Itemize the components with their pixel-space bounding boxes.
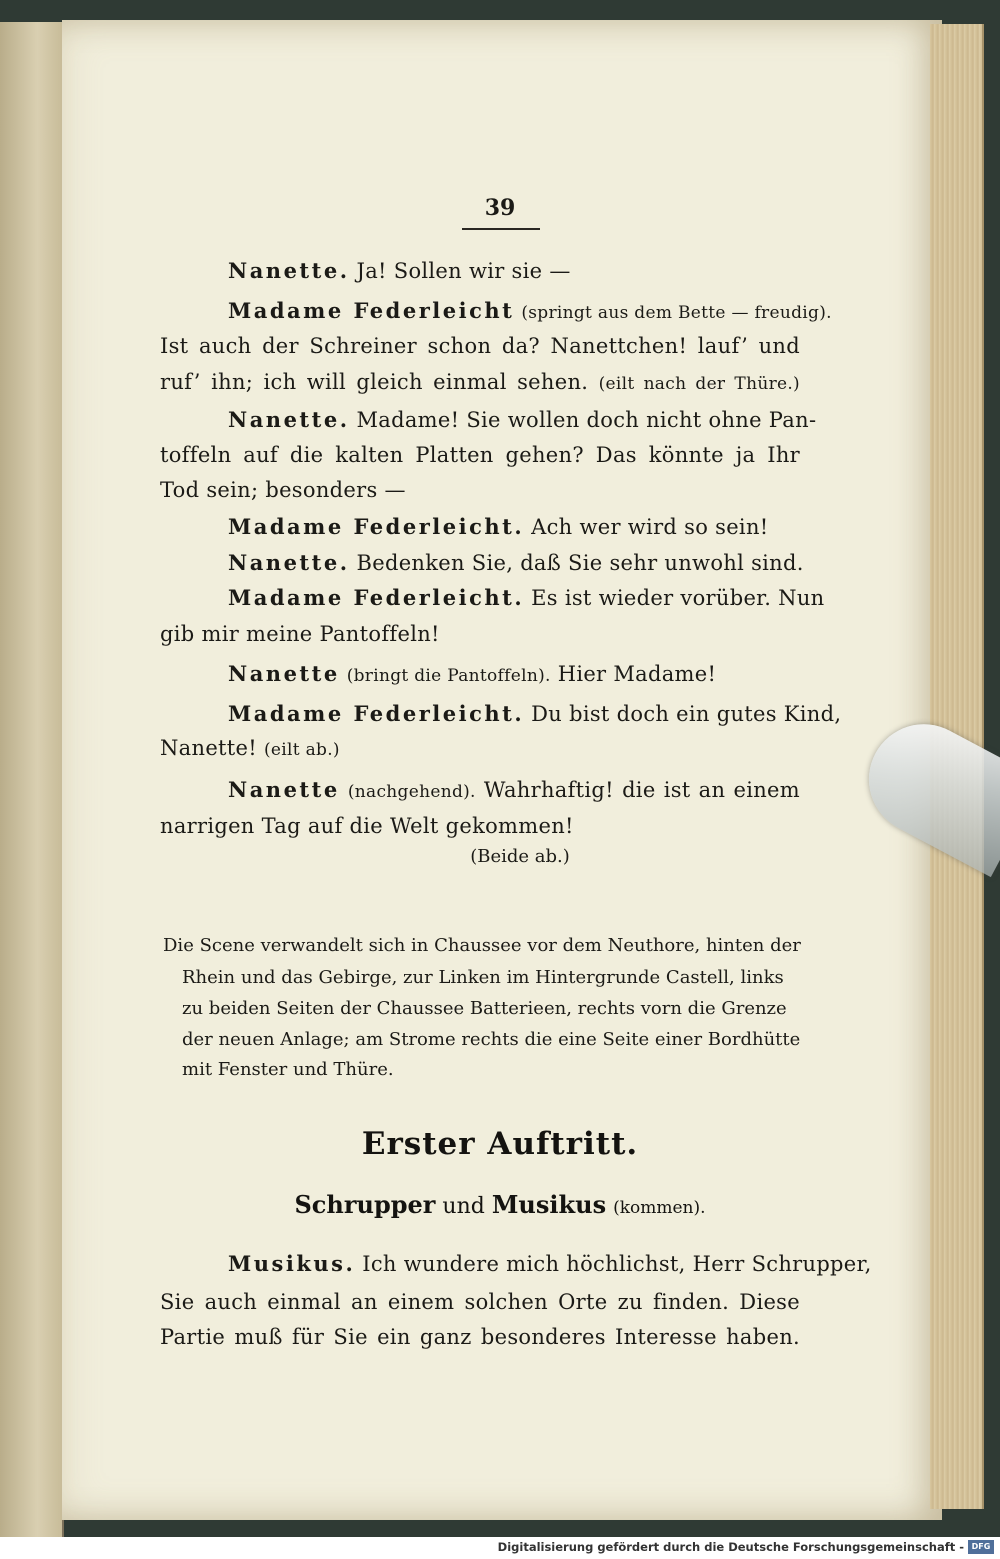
footer-credit: Digitalisierung gefördert durch die Deutsche Forschungsgemeinschaft - — [497, 1540, 964, 1554]
text-line — [160, 734, 800, 764]
text-line — [228, 660, 800, 690]
speaker-name: Nanette — [228, 777, 340, 802]
footer-bar — [0, 1537, 1000, 1559]
speaker-name: Nanette. — [228, 407, 350, 432]
left-page-edge — [0, 22, 64, 1537]
line-text: Ja! Sollen wir sie — — [356, 259, 571, 283]
text-line — [160, 812, 800, 840]
line-text: Ich wundere mich höchlichst, Herr Schrupper, — [362, 1252, 872, 1276]
stage-direction: (nachgehend). — [347, 782, 476, 802]
character-join: und — [442, 1194, 485, 1219]
text-line — [228, 297, 832, 327]
stage-direction: (springt aus dem Bette — freudig). — [521, 303, 832, 323]
line-text: Tod sein; besonders — — [160, 478, 406, 502]
character-heading — [260, 1190, 740, 1219]
text-line — [228, 700, 842, 728]
text-line — [160, 1323, 800, 1351]
line-text: Hier Madame! — [557, 662, 717, 686]
speaker-name: Madame Federleicht. — [228, 585, 525, 610]
text-line — [228, 1250, 872, 1278]
line-text: Madame! Sie wollen doch nicht ohne Pan- — [356, 408, 817, 432]
line-text: Ist auch der Schreiner schon da? Nanettchen! lauf’ und — [160, 334, 800, 358]
line-text: Wahrhaftig! die ist an einem — [483, 778, 800, 802]
text-line — [160, 441, 800, 469]
speaker-name: Nanette. — [228, 258, 350, 283]
line-text: Sie auch einmal an einem solchen Orte zu finden. Diese — [160, 1290, 800, 1314]
speaker-name: Madame Federleicht. — [228, 514, 525, 539]
exit-direction: (Beide ab.) — [470, 846, 570, 867]
text-line — [160, 1288, 800, 1316]
stage-direction: (eilt ab.) — [263, 740, 340, 760]
speaker-name: Nanette. — [228, 550, 350, 575]
line-text: Partie muß für Sie ein ganz besonderes Interesse haben. — [160, 1325, 800, 1349]
scene-description-line: Rhein und das Gebirge, zur Linken im Hintergrunde Castell, links — [182, 967, 784, 988]
line-text: ruf’ ihn; ich will gleich einmal sehen. — [160, 370, 589, 394]
speaker-name: Madame Federleicht. — [228, 701, 525, 726]
text-line — [228, 584, 825, 612]
line-text: Du bist doch ein gutes Kind, — [531, 702, 842, 726]
scene-description-line: zu beiden Seiten der Chaussee Batterieen, rechts vorn die Grenze — [182, 998, 787, 1019]
scene-title: Erster Auftritt. — [361, 1126, 639, 1162]
text-line — [228, 406, 817, 434]
text-line — [228, 257, 800, 285]
text-line — [228, 776, 800, 806]
line-text: gib mir meine Pantoffeln! — [160, 622, 440, 646]
text-line — [228, 513, 800, 541]
dfg-logo: DFG — [968, 1540, 994, 1554]
scene-description-line: der neuen Anlage; am Strome rechts die eine Seite einer Bordhütte — [182, 1029, 801, 1050]
text-line — [228, 549, 804, 577]
line-text: Nanette! — [160, 736, 257, 760]
text-line — [160, 368, 800, 398]
line-text: toffeln auf die kalten Platten gehen? Das könnte ja Ihr — [160, 443, 800, 467]
speaker-name: Madame Federleicht — [228, 298, 515, 323]
text-line — [160, 476, 800, 504]
speaker-name: Musikus. — [228, 1251, 356, 1276]
line-text: Ach wer wird so sein! — [531, 515, 769, 539]
text-line — [160, 620, 800, 648]
page-number: 39 — [484, 195, 516, 221]
page-number-rule — [462, 228, 540, 230]
character-name-1: Schrupper — [294, 1190, 436, 1219]
stage-direction: (eilt nach der Thüre.) — [598, 374, 800, 394]
line-text: Bedenken Sie, daß Sie sehr unwohl sind. — [356, 551, 804, 575]
line-text: narrigen Tag auf die Welt gekommen! — [160, 814, 574, 838]
scene-description-line: Die Scene verwandelt sich in Chaussee vor dem Neuthore, hinten der — [163, 935, 801, 956]
line-text: Es ist wieder vorüber. Nun — [531, 586, 825, 610]
character-direction: (kommen). — [613, 1198, 706, 1218]
text-line — [160, 332, 800, 360]
stage-direction: (bringt die Pantoffeln). — [346, 666, 551, 686]
character-name-2: Musikus — [491, 1190, 607, 1219]
scene-description-line: mit Fenster und Thüre. — [182, 1059, 394, 1080]
speaker-name: Nanette — [228, 661, 340, 686]
